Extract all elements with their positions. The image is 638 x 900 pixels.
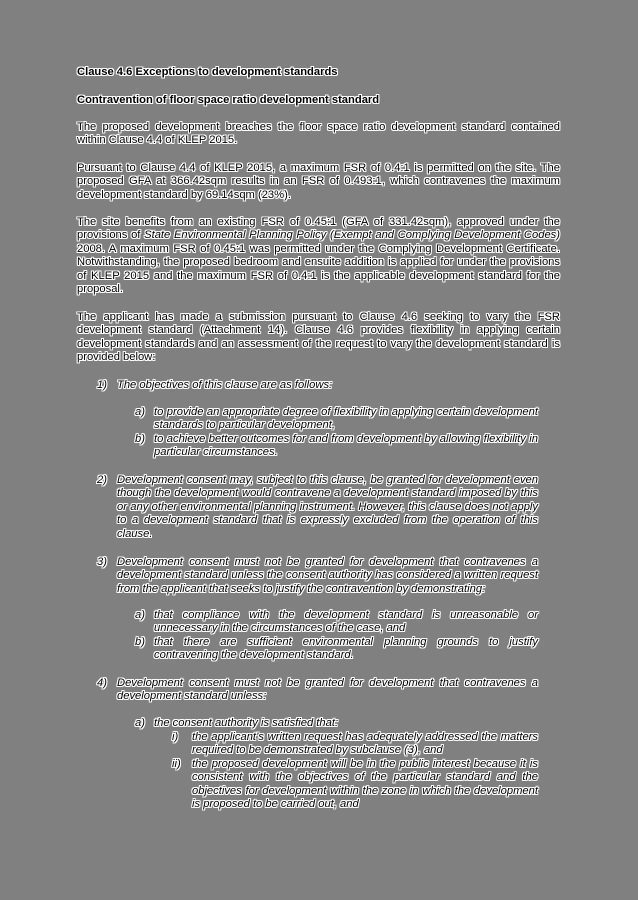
item-1b-label: b) (135, 433, 145, 445)
item-1b-text: to achieve better outcomes for and from development by allowing flexibility in particular circumstances. (154, 433, 538, 459)
item-3-text: Development consent must not be granted for development that contravenes a development standard unless the consent authority has considered a written request from the applicant that seeks to justify the contravention by demonstrating: (117, 556, 538, 595)
existing-fsr-text-cont: 2008. A maximum FSR of 0.45:1 was permitted under the Complying Development Certificate. Notwithstanding, the proposed bedroom and ensuite addition is applied for under the provisions of KLEP 2015 and the maximum FSR of 0.4:1 is the applicable development standard for the proposal. (77, 242, 560, 296)
item-4a-i-label: i) (172, 731, 179, 743)
item-1a-label: a) (135, 406, 145, 418)
section-subheading: Contravention of floor space ratio development standard (77, 94, 380, 106)
paragraph-breach: The proposed development breaches the floor space ratio development standard contained within Clause 4.4 of KLEP 2015. (77, 121, 560, 147)
paragraph-submission: The applicant has made a submission pursuant to Clause 4.6 seeking to vary the FSR development standard (Attachment 14). Clause 4.6 provides flexibility in applying certain development standards and an assessment of the request to vary the development standard is provided below: (77, 311, 560, 364)
existing-fsr-text: The site benefits from an existing FSR of 0.45:1 (GFA of 331.42sqm), approved under the provisions of (77, 216, 560, 242)
item-3a-text: that compliance with the development standard is unreasonable or unnecessary in the circumstances of the case, and (154, 609, 538, 635)
item-4a-text: the consent authority is satisfied that: (154, 717, 339, 729)
item-4a-ii-text: the proposed development will be in the public interest because it is consistent with the objectives of the particular standard and the objectives for development within the zone in which the development is proposed to be carried out, and (192, 758, 538, 811)
item-4a-i-text: the applicant’s written request has adequately addressed the matters required to be demonstrated by subclause (3), and (192, 731, 538, 757)
item-1a-text: to provide an appropriate degree of flexibility in applying certain development standards to particular development, (154, 406, 538, 432)
item-4-label: 4) (97, 677, 107, 689)
paragraph-fsr-calculation: Pursuant to Clause 4.4 of KLEP 2015, a maximum FSR of 0.4:1 is permitted on the site. The proposed GFA at 366.42sqm results in an FSR of 0.493:1, which contravenes the maximum development standard by 69.14sqm (23%). (77, 162, 560, 201)
paragraph-existing-fsr (77, 216, 560, 296)
page-title: Clause 4.6 Exceptions to development standards (77, 66, 338, 78)
item-4a-label: a) (135, 717, 145, 729)
item-3b-text: that there are sufficient environmental planning grounds to justify contravening the development standard. (154, 636, 538, 662)
item-4-text: Development consent must not be granted for development that contravenes a development standard unless: (117, 677, 538, 703)
item-3-label: 3) (97, 556, 107, 568)
item-2-text: Development consent may, subject to this clause, be granted for development even though the development would contravene a development standard imposed by this or any other environmental planning instrument. However, this clause does not apply to a development standard that is expressly excluded from the operation of this clause. (117, 474, 538, 540)
item-1-label: 1) (97, 379, 107, 391)
sepp-title: State Environmental Planning Policy (Exempt and Complying Development Codes) (144, 229, 560, 242)
item-2-label: 2) (97, 474, 107, 486)
item-3b-label: b) (135, 636, 145, 648)
item-4a-ii-label: ii) (172, 758, 181, 770)
item-3a-label: a) (135, 609, 145, 621)
item-1-text: The objectives of this clause are as follows: (117, 379, 333, 391)
